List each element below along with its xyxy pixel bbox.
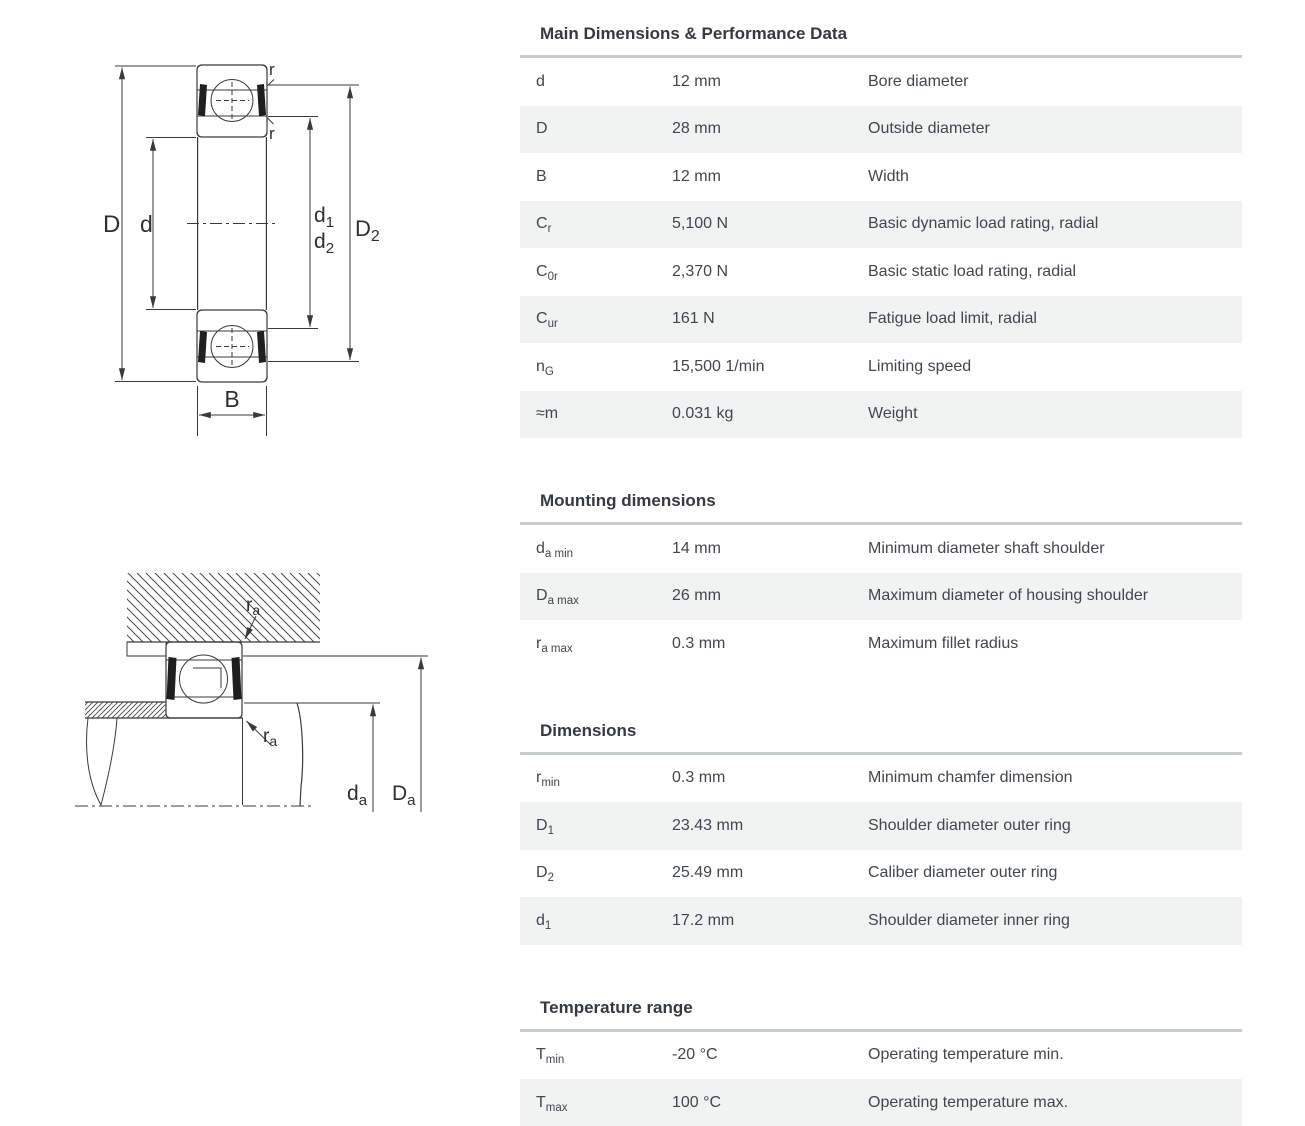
value-cell: 28 mm bbox=[672, 120, 721, 138]
symbol-cell: ≈m bbox=[536, 405, 559, 423]
spec-row bbox=[520, 802, 1242, 850]
label-ra-bottom: $r_a$ bbox=[263, 726, 278, 749]
label-width: B bbox=[224, 386, 240, 412]
description-cell: Minimum diameter shaft shoulder bbox=[868, 539, 1105, 557]
spec-row bbox=[520, 106, 1242, 154]
value-cell: 5,100 N bbox=[672, 215, 729, 233]
value-cell: 26 mm bbox=[672, 587, 721, 605]
symbol-cell: D bbox=[536, 120, 548, 138]
symbol-cell: $C_r$ bbox=[536, 215, 552, 236]
symbol-cell: B bbox=[536, 167, 547, 185]
bearing-mounting-diagram bbox=[60, 550, 480, 840]
section-rows bbox=[520, 1032, 1242, 1126]
symbol-cell: $T_{min}$ bbox=[536, 1046, 565, 1067]
spec-row bbox=[520, 58, 1242, 106]
shaft-section bbox=[85, 702, 303, 806]
label-d2: $d_2$ bbox=[314, 230, 335, 257]
spec-row bbox=[520, 296, 1242, 344]
description-cell: Minimum chamfer dimension bbox=[868, 769, 1073, 787]
section-rows bbox=[520, 525, 1242, 668]
label-D2: $D_2$ bbox=[355, 216, 380, 245]
value-cell: 0.3 mm bbox=[672, 769, 726, 787]
section-rows bbox=[520, 58, 1242, 438]
symbol-cell: $T_{max}$ bbox=[536, 1093, 568, 1114]
description-cell: Limiting speed bbox=[868, 357, 972, 375]
value-cell: -20 °C bbox=[672, 1046, 718, 1064]
value-cell: 17.2 mm bbox=[672, 911, 735, 929]
description-cell: Operating temperature max. bbox=[868, 1093, 1069, 1111]
section-title: Dimensions bbox=[540, 720, 637, 740]
description-cell: Shoulder diameter inner ring bbox=[868, 911, 1070, 929]
description-cell: Operating temperature min. bbox=[868, 1046, 1064, 1064]
symbol-cell: $r_{a max}$ bbox=[536, 634, 573, 655]
section-dimensions bbox=[520, 720, 1242, 945]
spec-row bbox=[520, 573, 1242, 621]
symbol-cell: $d_{a min}$ bbox=[536, 539, 574, 560]
mounted-bearing-section bbox=[166, 642, 242, 718]
spec-row bbox=[520, 755, 1242, 803]
description-cell: Bore diameter bbox=[868, 72, 969, 90]
value-cell: 0.3 mm bbox=[672, 634, 726, 652]
symbol-cell: $D_{a max}$ bbox=[536, 587, 579, 608]
description-cell: Basic dynamic load rating, radial bbox=[868, 215, 1099, 233]
shaft-break bbox=[87, 718, 117, 805]
seal-right bbox=[232, 657, 242, 700]
symbol-cell: $r_{min}$ bbox=[536, 769, 560, 790]
description-cell: Maximum diameter of housing shoulder bbox=[868, 587, 1149, 605]
label-bore-diameter: d bbox=[140, 211, 153, 237]
dimension-width bbox=[198, 386, 267, 436]
spec-row bbox=[520, 391, 1242, 439]
description-cell: Outside diameter bbox=[868, 120, 990, 138]
spec-row bbox=[520, 897, 1242, 945]
symbol-cell: $D_1$ bbox=[536, 816, 554, 837]
spec-row bbox=[520, 153, 1242, 201]
symbol-cell: $C_{ur}$ bbox=[536, 310, 558, 331]
section-title: Mounting dimensions bbox=[540, 491, 716, 510]
value-cell: 15,500 1/min bbox=[672, 357, 765, 375]
seal-left bbox=[198, 331, 207, 363]
symbol-cell: d bbox=[536, 72, 545, 90]
section-title: Temperature range bbox=[540, 997, 693, 1017]
description-cell: Weight bbox=[868, 405, 918, 423]
label-da: $d_a$ bbox=[347, 782, 368, 809]
label-r-top: r bbox=[269, 60, 275, 79]
value-cell: 12 mm bbox=[672, 72, 721, 90]
value-cell: 23.43 mm bbox=[672, 816, 744, 834]
section-rows bbox=[520, 755, 1242, 945]
spec-row bbox=[520, 620, 1242, 668]
dimension-inner-shoulder bbox=[268, 117, 334, 329]
label-d1: $d_1$ bbox=[314, 204, 335, 231]
ball bbox=[180, 655, 228, 703]
section-temperature-range bbox=[520, 997, 1242, 1126]
spec-row bbox=[520, 525, 1242, 573]
spec-row bbox=[520, 1079, 1242, 1126]
description-cell: Caliber diameter outer ring bbox=[868, 864, 1058, 882]
value-cell: 161 N bbox=[672, 310, 715, 328]
description-cell: Width bbox=[868, 167, 909, 185]
description-cell: Fatigue load limit, radial bbox=[868, 310, 1037, 328]
seal-left bbox=[167, 657, 177, 700]
value-cell: 2,370 N bbox=[672, 262, 729, 280]
bearing-cross-section-diagram bbox=[70, 40, 470, 440]
symbol-cell: $D_2$ bbox=[536, 864, 554, 885]
housing-section bbox=[127, 573, 320, 656]
value-cell: 0.031 kg bbox=[672, 405, 734, 423]
label-Da: $D_a$ bbox=[392, 782, 416, 809]
value-cell: 12 mm bbox=[672, 167, 721, 185]
chamfer-labels bbox=[268, 60, 276, 143]
spec-row bbox=[520, 850, 1242, 898]
value-cell: 100 °C bbox=[672, 1093, 722, 1111]
spec-row bbox=[520, 201, 1242, 249]
section-mounting-dimensions bbox=[520, 490, 1242, 668]
symbol-cell: $d_1$ bbox=[536, 911, 552, 932]
lower-ring-section bbox=[197, 310, 267, 382]
value-cell: 14 mm bbox=[672, 539, 721, 557]
fillet-callout-bottom bbox=[247, 721, 278, 749]
spec-row bbox=[520, 343, 1242, 391]
seal-right bbox=[257, 331, 266, 363]
label-outside-diameter: D bbox=[103, 211, 121, 238]
spec-row bbox=[520, 1032, 1242, 1080]
seal-left bbox=[198, 84, 207, 116]
dimension-shaft-shoulder bbox=[244, 703, 380, 812]
value-cell: 25.49 mm bbox=[672, 864, 744, 882]
label-r-bottom: r bbox=[269, 124, 275, 143]
seal-right bbox=[257, 84, 266, 116]
spec-tables bbox=[520, 0, 1242, 1126]
description-cell: Maximum fillet radius bbox=[868, 634, 1019, 652]
description-cell: Basic static load rating, radial bbox=[868, 262, 1077, 280]
section-title: Main Dimensions & Performance Data bbox=[540, 24, 848, 43]
spec-row bbox=[520, 248, 1242, 296]
symbol-cell: $n_G$ bbox=[536, 357, 554, 378]
section-main-dimensions bbox=[520, 23, 1242, 438]
label-ra-top: $r_a$ bbox=[246, 595, 261, 618]
upper-ring-section bbox=[197, 65, 267, 137]
symbol-cell: $C_{0r}$ bbox=[536, 262, 558, 283]
description-cell: Shoulder diameter outer ring bbox=[868, 816, 1071, 834]
